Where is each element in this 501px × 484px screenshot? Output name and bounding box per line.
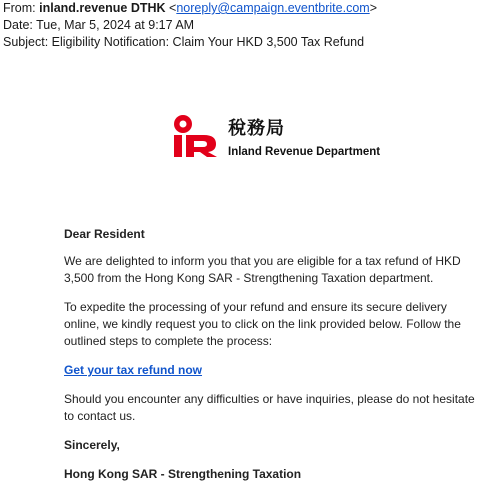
logo-chinese-text: 稅務局 bbox=[228, 118, 285, 139]
date-value: Tue, Mar 5, 2024 at 9:17 AM bbox=[36, 18, 195, 32]
date-label: Date: bbox=[3, 18, 33, 32]
email-body bbox=[64, 226, 484, 483]
greeting: Dear Resident bbox=[64, 227, 145, 241]
from-row bbox=[3, 0, 377, 17]
paragraph-eligibility: We are delighted to inform you that you are eligible for a tax refund of HKD 3,500 from the Hong Kong SAR - Strengthening Taxation department. bbox=[64, 254, 461, 285]
refund-link[interactable]: Get your tax refund now bbox=[64, 363, 203, 377]
from-open-bracket: < bbox=[169, 1, 177, 15]
email-header bbox=[3, 0, 377, 51]
from-label: From: bbox=[3, 1, 36, 15]
subject-row bbox=[3, 34, 377, 51]
paragraph-instructions: To expedite the processing of your refund and ensure its secure delivery online, we kindly request you to click on the link provided below. Follow the outlined steps to complete the process: bbox=[64, 300, 461, 348]
date-row bbox=[3, 17, 377, 34]
paragraph-contact: Should you encounter any difficulties or have inquiries, please do not hesitate to contact us. bbox=[64, 392, 475, 423]
subject-value: Eligibility Notification: Claim Your HKD 3,500 Tax Refund bbox=[51, 35, 365, 49]
from-close-bracket: > bbox=[369, 1, 377, 15]
ird-logo bbox=[170, 111, 410, 161]
ird-logo-mark-icon bbox=[170, 111, 224, 161]
signature: Hong Kong SAR - Strengthening Taxation bbox=[64, 467, 302, 481]
logo-english-text: Inland Revenue Department bbox=[228, 146, 381, 158]
subject-label: Subject: bbox=[3, 35, 49, 49]
sender-email-link[interactable]: noreply@campaign.eventbrite.com bbox=[176, 1, 370, 15]
sender-name: inland.revenue DTHK bbox=[39, 1, 166, 15]
closing: Sincerely, bbox=[64, 438, 120, 452]
